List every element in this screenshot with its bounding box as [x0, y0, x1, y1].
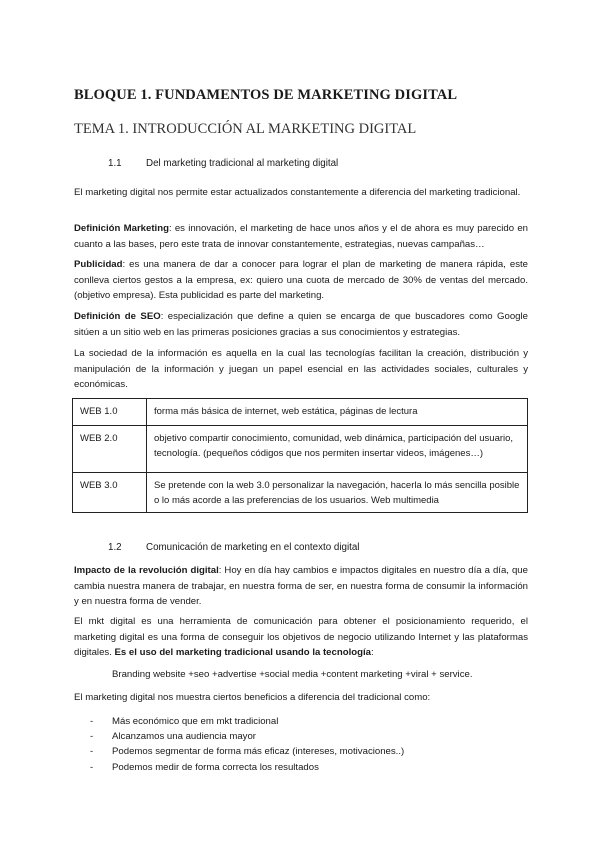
- section-heading-1-2: [108, 542, 359, 553]
- paragraph-sociedad: La sociedad de la información es aquella en la cual las tecnologías facilitan la creación, distribución y manipulación de la información y juegan un papel esencial en las actividades sociales, culturales y económicas.: [74, 348, 528, 391]
- paragraph-intro: El marketing digital nos permite estar actualizados constantemente a diferencia del marketing tradicional.: [74, 187, 521, 198]
- section-number: 1.1: [108, 158, 122, 169]
- table-cell-value: objetivo compartir conocimiento, comunidad, web dinámica, participación del usuario, tecnología. (pequeños códigos que nos permiten insertar videos, imágenes…): [147, 426, 528, 473]
- list-item: - Podemos segmentar de forma más eficaz (intereses, motivaciones..): [90, 744, 404, 759]
- section-title: Comunicación de marketing en el contexto digital: [146, 542, 360, 553]
- marketing-formula: Branding website +seo +advertise +social media +content marketing +viral + service.: [112, 669, 473, 680]
- bullet-dash: -: [90, 761, 94, 773]
- list-item: - Alcanzamos una audiencia mayor: [90, 729, 404, 744]
- bullet-dash: -: [90, 746, 94, 758]
- term-publicidad: Publicidad: [74, 259, 123, 270]
- list-item: - Más económico que em mkt tradicional: [90, 714, 404, 729]
- table-cell-key: WEB 3.0: [73, 473, 147, 513]
- table-cell-key: WEB 1.0: [73, 399, 147, 426]
- table-cell-value: forma más básica de internet, web estática, páginas de lectura: [147, 399, 528, 426]
- block-title: BLOQUE 1. FUNDAMENTOS DE MARKETING DIGITAL: [74, 87, 458, 103]
- table-cell-key: WEB 2.0: [73, 426, 147, 473]
- term-seo: Definición de SEO: [74, 311, 161, 322]
- paragraph-mkt-digital: El mkt digital es una herramienta de comunicación para obtener el posicionamiento requerido, el marketing digital es una forma de conseguir los objetivos de negocio utilizando Internet y las plataformas digitales. Es el uso del marketing tradicional usando la tecnología:: [74, 616, 528, 659]
- web-versions-table: [72, 398, 528, 513]
- section-heading-1-1: [108, 158, 338, 169]
- paragraph-benefits-intro: El marketing digital nos muestra ciertos beneficios a diferencia del tradicional como:: [74, 692, 431, 703]
- paragraph-def-marketing: Definición Marketing: es innovación, el marketing de hace unos años y el de ahora es muy parecido en cuanto a las bases, pero este trata de innovar constantemente, estrategias, nuevas campañas…: [74, 223, 528, 250]
- table-row: [73, 399, 528, 426]
- paragraph-publicidad: Publicidad: es una manera de dar a conocer para lograr el plan de marketing de manera rápida, este conlleva ciertos gestos a la empresa, ex: quiero una cuota de mercado de 30% de ventas del mercado. (objetivo empresa). Esta publicidad es parte del marketing.: [74, 259, 528, 302]
- paragraph-def-seo: Definición de SEO: especialización que define a quien se encarga de que buscadores como Google sitúen a un sitio web en las primeras posiciones gracias a sus conocimientos y estrategias.: [74, 311, 528, 338]
- topic-title: TEMA 1. INTRODUCCIÓN AL MARKETING DIGITAL: [74, 121, 417, 137]
- table-row: [73, 473, 528, 513]
- term-impacto: Impacto de la revolución digital: [74, 565, 219, 576]
- emphasis-uso-marketing: Es el uso del marketing tradicional usando la tecnología: [114, 647, 371, 659]
- table-cell-value: Se pretende con la web 3.0 personalizar la navegación, hacerla lo más sencilla posible o lo más acorde a las preferencias de los usuarios. Web multimedia: [147, 473, 528, 513]
- benefits-list: [90, 714, 404, 775]
- bullet-dash: -: [90, 731, 94, 743]
- bullet-dash: -: [90, 716, 94, 727]
- section-number: 1.2: [108, 542, 122, 553]
- term-marketing: Definición Marketing: [74, 223, 169, 234]
- table-row: [73, 426, 528, 473]
- list-item: - Podemos medir de forma correcta los resultados: [90, 760, 404, 775]
- paragraph-impacto: Impacto de la revolución digital: Hoy en día hay cambios e impactos digitales en nuestro día a día, que cambia nuestra manera de trabajar, en nuestra forma de ser, en nuestra forma de consumir la información y en nuestra forma de vender.: [74, 565, 528, 608]
- section-title: Del marketing tradicional al marketing digital: [146, 158, 339, 169]
